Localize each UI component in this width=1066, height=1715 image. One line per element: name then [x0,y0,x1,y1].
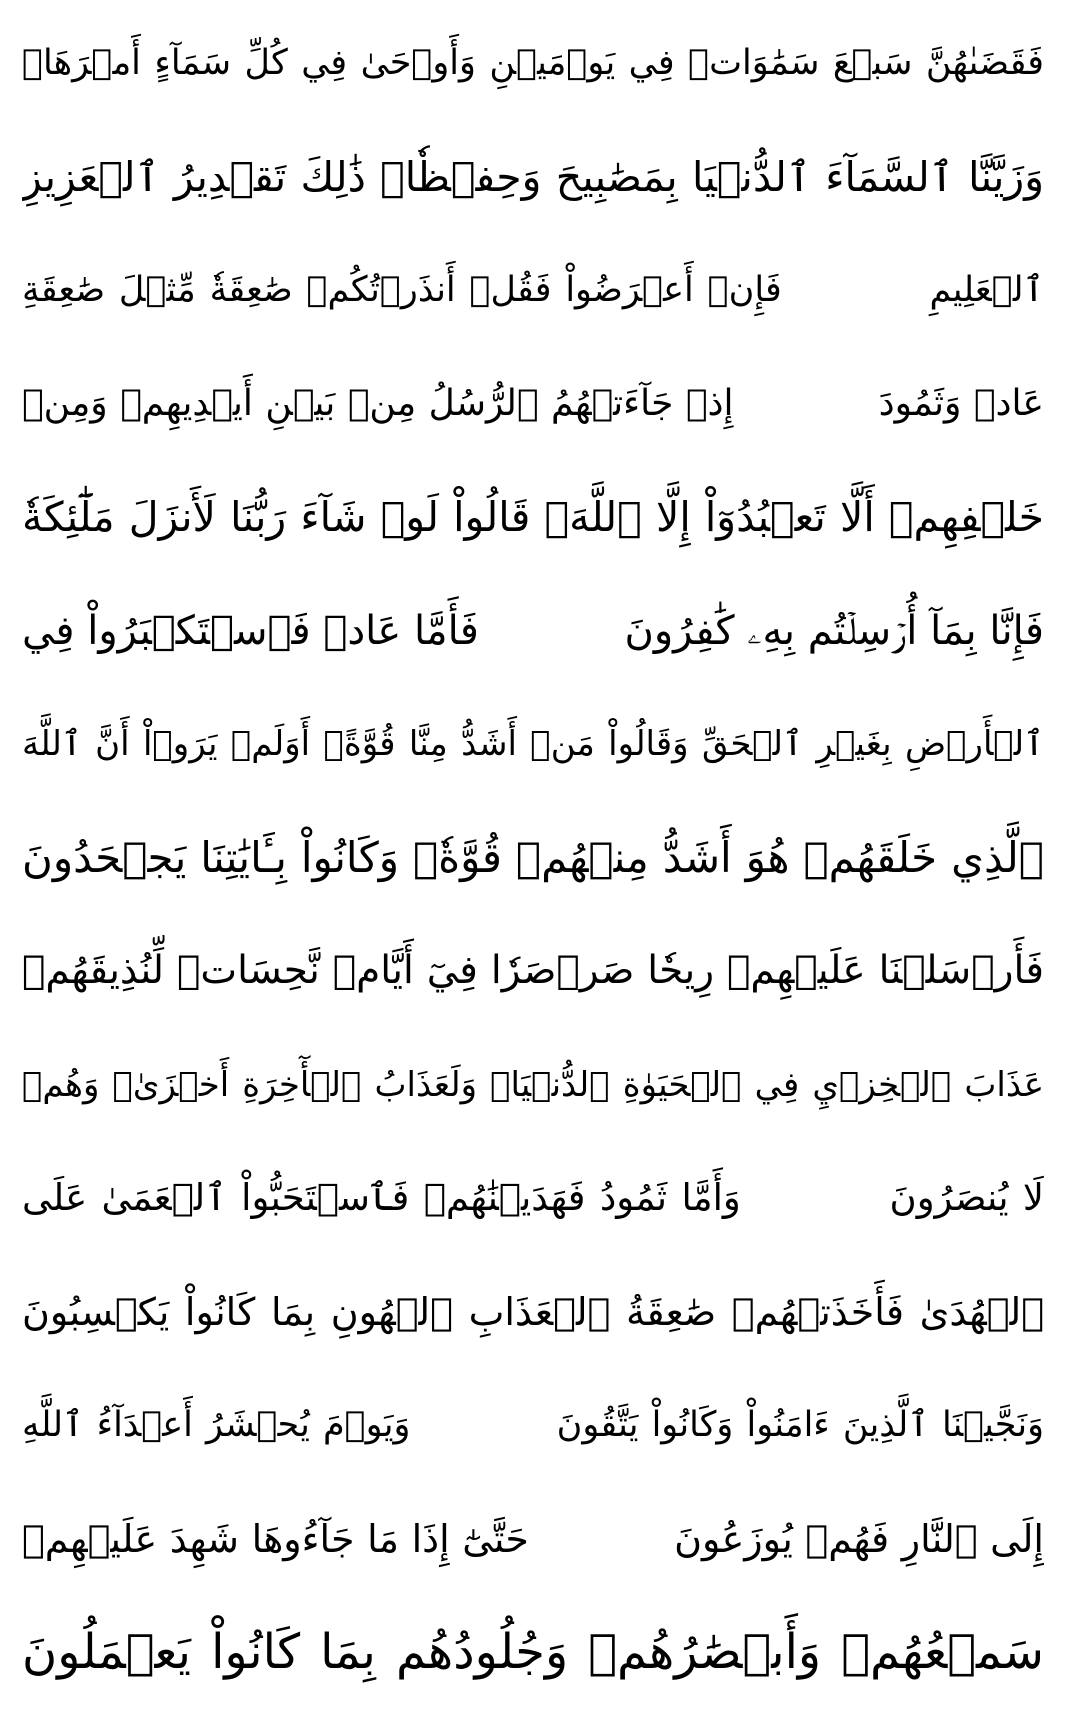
verse-line-11 [22,1147,1044,1249]
verse-line-14 [22,1488,1044,1590]
line-text: إِذۡ جَآءَتۡهُمُ ٱلرُّسُلُ مِنۢ بَيۡنِ أَيۡدِيهِمۡ وَمِنۡ [22,382,734,424]
line-text: سَمۡعُهُمۡ وَأَبۡصَٰرُهُمۡ وَجُلُودُهُم بِمَا كَانُواْ يَعۡمَلُونَ [22,1624,1044,1680]
line-text: إِلَى ٱلنَّارِ فَهُمۡ يُوزَعُونَ [674,1516,1044,1561]
verse-line-6 [22,580,1044,682]
line-text: ٱلۡهُدَىٰ فَأَخَذَتۡهُمۡ صَٰعِقَةُ ٱلۡعَذَابِ ٱلۡهُونِ بِمَا كَانُواْ يَكۡسِبُونَ [22,1289,1044,1334]
line-text: خَلۡفِهِمۡ أَلَّا تَعۡبُدُوٓاْ إِلَّا ٱللَّهَۖ قَالُواْ لَوۡ شَآءَ رَبُّنَا لَأَنزَلَ مَلَٰٓئِكَةٗ [22,493,1044,541]
line-text: عَادٖ وَثَمُودَ [878,382,1044,424]
line-text: وَزَيَّنَّا ٱلسَّمَآءَ ٱلدُّنۡيَا بِمَصَٰبِيحَ وَحِفۡظٗاۚ ذَٰلِكَ تَقۡدِيرُ ٱلۡعَزِيزِ [22,152,1044,201]
line-text: حَتَّىٰٓ إِذَا مَا جَآءُوهَا شَهِدَ عَلَيۡهِمۡ [22,1516,529,1561]
line-text: لَا يُنصَرُونَ [889,1176,1044,1219]
verse-line-12 [22,1261,1044,1363]
verse-line-13 [22,1374,1044,1476]
verse-line-7 [22,693,1044,795]
verse-lines [22,12,1044,1703]
line-text: فَأَمَّا عَادٞ فَٱسۡتَكۡبَرُواْ فِي [22,607,479,654]
verse-line-2 [22,126,1044,228]
line-text: ٱلۡأَرۡضِ بِغَيۡرِ ٱلۡحَقِّ وَقَالُواْ مَنۡ أَشَدُّ مِنَّا قُوَّةًۖ أَوَلَمۡ يَرَوۡاْ أَنَّ ٱللَّهَ [22,724,1044,764]
line-text: ٱلَّذِي خَلَقَهُمۡ هُوَ أَشَدُّ مِنۡهُمۡ قُوَّةٗۖ وَكَانُواْ بِـَٔايَٰتِنَا يَجۡحَدُونَ [22,832,1044,882]
line-text: عَذَابَ ٱلۡخِزۡيِ فِي ٱلۡحَيَوٰةِ ٱلدُّنۡيَاۖ وَلَعَذَابُ ٱلۡأٓخِرَةِ أَخۡزَىٰۖ وَهُمۡ [22,1064,1044,1105]
line-text: فَأَرۡسَلۡنَا عَلَيۡهِمۡ رِيحٗا صَرۡصَرٗا فِيٓ أَيَّامٖ نَّحِسَاتٖ لِّنُذِيقَهُمۡ [22,948,1044,993]
verse-line-1 [22,12,1044,114]
verse-line-10 [22,1034,1044,1136]
verse-line-15 [22,1601,1044,1703]
verse-line-5 [22,466,1044,568]
line-text: فَإِنَّا بِمَآ أُرۡسِلۡتُم بِهِۦ كَٰفِرُونَ [624,607,1044,654]
verse-line-9 [22,920,1044,1022]
line-text: فَقَضَىٰهُنَّ سَبۡعَ سَمَٰوَاتٖ فِي يَوۡمَيۡنِ وَأَوۡحَىٰ فِي كُلِّ سَمَآءٍ أَمۡرَهَاۚ [22,43,1044,83]
line-text: وَنَجَّيۡنَا ٱلَّذِينَ ءَامَنُواْ وَكَانُواْ يَتَّقُونَ [556,1405,1044,1445]
verse-line-3 [22,239,1044,341]
line-text: ٱلۡعَلِيمِ [929,270,1044,310]
line-text: وَيَوۡمَ يُحۡشَرُ أَعۡدَآءُ ٱللَّهِ [22,1405,411,1445]
line-text: وَأَمَّا ثَمُودُ فَهَدَيۡنَٰهُمۡ فَٱسۡتَحَبُّواْ ٱلۡعَمَىٰ عَلَى [22,1176,741,1219]
verse-line-8 [22,807,1044,909]
line-text: فَإِنۡ أَعۡرَضُواْ فَقُلۡ أَنذَرۡتُكُمۡ صَٰعِقَةٗ مِّثۡلَ صَٰعِقَةِ [22,270,782,310]
verse-line-4 [22,353,1044,455]
